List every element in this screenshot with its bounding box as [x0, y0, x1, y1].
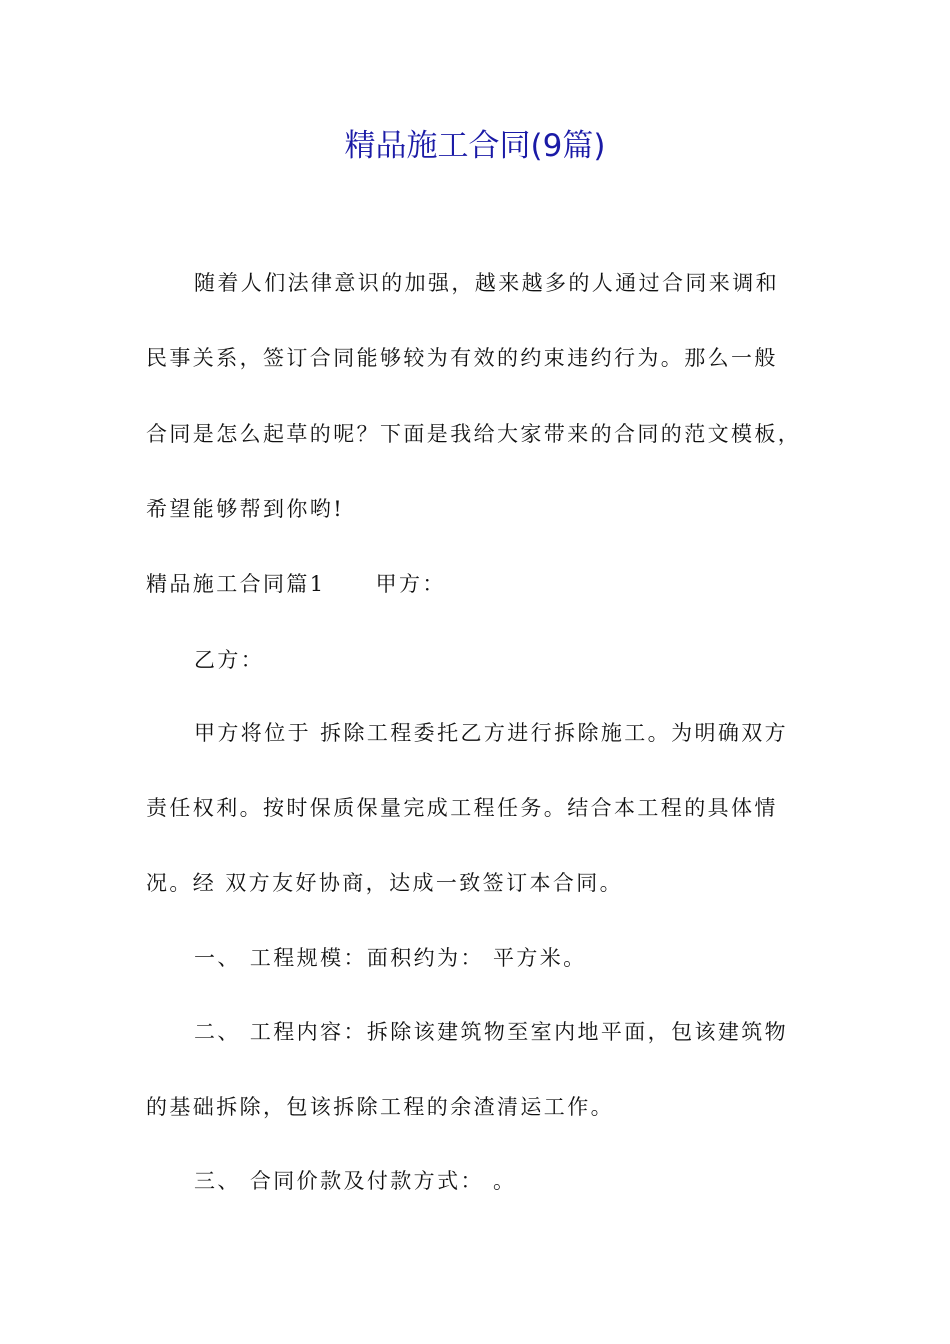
paragraph-line: 况。经 双方友好协商，达成一致签订本合同。 [146, 871, 624, 895]
paragraph-line: 甲方将位于 拆除工程委托乙方进行拆除施工。为明确双方 [194, 721, 789, 745]
section-heading: 精品施工合同篇1 [146, 572, 326, 596]
party-b-label: 乙方： [194, 648, 265, 672]
paragraph-line: 合同是怎么起草的呢？下面是我给大家带来的合同的范文模板， [146, 422, 802, 446]
party-a-label: 甲方： [375, 572, 446, 596]
paragraph-line: 责任权利。按时保质保量完成工程任务。结合本工程的具体情 [146, 796, 778, 820]
clause-2: 二、 工程内容：拆除该建筑物至室内地平面，包该建筑物 [194, 1020, 789, 1044]
paragraph-line: 民事关系，签订合同能够较为有效的约束违约行为。那么一般 [146, 346, 778, 370]
paragraph-line: 随着人们法律意识的加强，越来越多的人通过合同来调和 [194, 271, 779, 295]
paragraph-line: 的基础拆除，包该拆除工程的余渣清运工作。 [146, 1095, 614, 1119]
section-heading-line [146, 569, 826, 599]
document-title: 精品施工合同(9篇) [344, 128, 606, 164]
paragraph-line: 希望能够帮到你哟! [146, 497, 345, 521]
clause-1: 一、 工程规模：面积约为： 平方米。 [194, 946, 587, 970]
clause-3: 三、 合同价款及付款方式： 。 [194, 1169, 517, 1193]
